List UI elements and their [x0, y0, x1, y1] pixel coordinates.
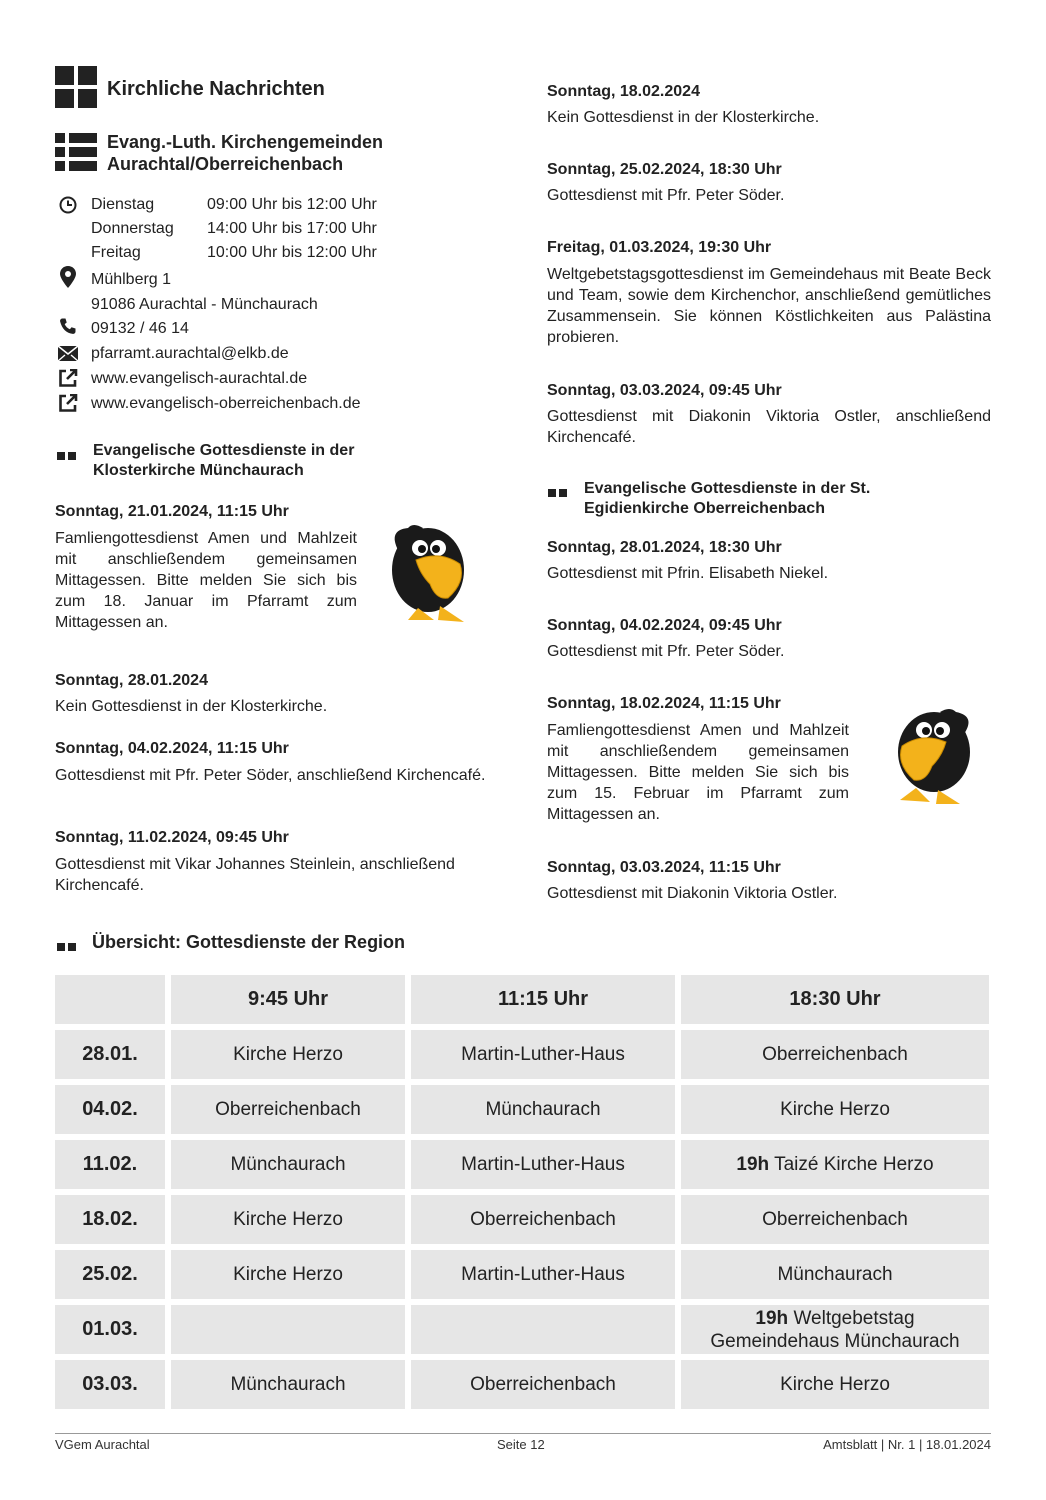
event-date: Sonntag, 11.02.2024, 09:45 Uhr	[55, 829, 289, 846]
page-title: Kirchliche Nachrichten	[107, 78, 325, 100]
clock-icon	[59, 196, 77, 214]
section-bullet-icon	[57, 447, 79, 465]
table-row	[55, 1085, 989, 1134]
time-prefix: 19h	[736, 1154, 770, 1175]
table-row	[55, 1250, 989, 1299]
table-cell: Münchaurach	[171, 1140, 405, 1189]
table-row	[55, 1195, 989, 1244]
table-date-cell: 25.02.	[55, 1250, 165, 1299]
section-heading-line1: Evangelische Gottesdienste in der	[93, 442, 355, 459]
table-cell: Oberreichenbach	[681, 1195, 989, 1244]
table-cell: Martin-Luther-Haus	[411, 1140, 675, 1189]
cell-text: Weltgebetstag	[793, 1307, 915, 1329]
crow-mascot	[880, 704, 984, 815]
event-date: Sonntag, 18.02.2024	[547, 83, 700, 100]
table-cell	[171, 1305, 405, 1354]
event-date: Sonntag, 28.01.2024, 18:30 Uhr	[547, 539, 782, 556]
event-text: Gottesdienst mit Diakonin Viktoria Ostler.	[547, 885, 838, 902]
table-header-cell: 9:45 Uhr	[171, 975, 405, 1024]
grid-icon	[55, 66, 97, 108]
phone-icon	[59, 318, 77, 336]
event-text: Kein Gottesdienst in der Klosterkirche.	[55, 698, 328, 715]
table-cell: Kirche Herzo	[171, 1195, 405, 1244]
table-header-cell: 11:15 Uhr	[411, 975, 675, 1024]
hours-day: Freitag	[91, 244, 141, 261]
hours-time: 14:00 Uhr bis 17:00 Uhr	[207, 220, 377, 237]
event-date: Sonntag, 03.03.2024, 11:15 Uhr	[547, 859, 781, 876]
footer-page-number: Seite 12	[497, 1437, 545, 1452]
hours-day: Donnerstag	[91, 220, 174, 237]
address-line2: 91086 Aurachtal - Münchaurach	[91, 296, 318, 313]
event-text: Gottesdienst mit Vikar Johannes Steinlein, anschließend Kirchencafé.	[55, 856, 455, 894]
event-item	[547, 161, 991, 206]
event-item	[547, 539, 991, 584]
table-cell	[681, 1140, 989, 1189]
event-item	[547, 617, 991, 662]
crow-mascot	[378, 520, 482, 633]
event-date: Sonntag, 03.03.2024, 09:45 Uhr	[547, 382, 782, 399]
table-cell: Oberreichenbach	[171, 1085, 405, 1134]
external-link-icon	[59, 394, 78, 412]
section-bullet-icon	[57, 938, 79, 956]
office-hours	[91, 193, 377, 265]
time-prefix: 19h	[755, 1307, 789, 1329]
table-date-cell: 11.02.	[55, 1140, 165, 1189]
cell-text: Taizé Kirche Herzo	[774, 1154, 934, 1175]
table-row	[55, 1305, 989, 1354]
table-row	[55, 1140, 989, 1189]
table-cell	[411, 1305, 675, 1354]
address	[91, 267, 318, 317]
event-date: Sonntag, 21.01.2024, 11:15 Uhr	[55, 503, 289, 520]
event-item	[55, 829, 505, 896]
list-icon	[55, 133, 97, 171]
table-cell: Kirche Herzo	[681, 1085, 989, 1134]
table-row	[55, 1030, 989, 1079]
table-date-cell: 18.02.	[55, 1195, 165, 1244]
table-header-cell	[55, 975, 165, 1024]
section-bullet-icon	[548, 484, 570, 502]
parish-title-line2: Aurachtal/Oberreichenbach	[107, 154, 344, 174]
section-heading-line1: Evangelische Gottesdienste in der St.	[584, 480, 871, 497]
table-row	[55, 1360, 989, 1409]
event-text: Weltgebetstagsgottesdienst im Gemeindehaus mit Beate Beck und Team, sowie dem Kirchenchor, anschließend gemütliches Zusammensein. Sie können Köstlichkeiten aus Palästina probieren.	[547, 266, 991, 346]
event-date: Sonntag, 28.01.2024	[55, 672, 208, 689]
table-cell: Oberreichenbach	[411, 1360, 675, 1409]
event-text: Famliengottesdienst Amen und Mahlzeit mit anschließendem gemeinsamen Mittagessen. Bitte melden Sie sich bis zum 18. Januar im Pfarramt zum Mittagessen an.	[55, 530, 357, 631]
table-cell: Münchaurach	[411, 1085, 675, 1134]
table-header-row	[55, 975, 989, 1024]
event-item	[547, 83, 991, 128]
external-link-icon	[59, 369, 78, 387]
event-date: Sonntag, 04.02.2024, 09:45 Uhr	[547, 617, 782, 634]
event-text: Gottesdienst mit Pfr. Peter Söder.	[547, 187, 785, 204]
event-text: Gottesdienst mit Pfr. Peter Söder.	[547, 643, 785, 660]
parish-title-line1: Evang.-Luth. Kirchengemeinden	[107, 132, 384, 152]
event-text: Gottesdienst mit Pfrin. Elisabeth Niekel.	[547, 565, 829, 582]
event-item	[547, 695, 849, 825]
parish-title	[107, 131, 383, 175]
email-link[interactable]: pfarramt.aurachtal@elkb.de	[91, 345, 289, 362]
section-heading-egidienkirche	[584, 479, 870, 519]
hours-day: Dienstag	[91, 196, 155, 213]
event-text: Famliengottesdienst Amen und Mahlzeit mit anschließendem gemeinsamen Mittagessen. Bitte melden Sie sich bis zum 15. Februar im Pfarramt zum Mittagessen an.	[547, 722, 849, 823]
event-text: Kein Gottesdienst in der Klosterkirche.	[547, 109, 820, 126]
location-pin-icon	[60, 266, 76, 288]
table-header-cell: 18:30 Uhr	[681, 975, 989, 1024]
section-heading-line2: Egidienkirche Oberreichenbach	[584, 500, 825, 517]
table-cell: Münchaurach	[681, 1250, 989, 1299]
table-cell: Oberreichenbach	[681, 1030, 989, 1079]
table-date-cell: 03.03.	[55, 1360, 165, 1409]
event-text: Gottesdienst mit Pfr. Peter Söder, anschließend Kirchencafé.	[55, 767, 486, 784]
table-cell: Kirche Herzo	[171, 1030, 405, 1079]
event-item	[55, 503, 357, 633]
event-date: Sonntag, 04.02.2024, 11:15 Uhr	[55, 740, 289, 757]
table-cell: Martin-Luther-Haus	[411, 1250, 675, 1299]
table-cell: Martin-Luther-Haus	[411, 1030, 675, 1079]
table-cell: Oberreichenbach	[411, 1195, 675, 1244]
cell-text-line2: Gemeindehaus Münchaurach	[710, 1330, 960, 1352]
event-item	[547, 859, 991, 904]
table-cell: Münchaurach	[171, 1360, 405, 1409]
event-item	[55, 672, 505, 717]
phone-number[interactable]: 09132 / 46 14	[91, 320, 189, 337]
event-item	[55, 740, 505, 786]
event-item	[547, 239, 991, 348]
footer-right: Amtsblatt | Nr. 1 | 18.01.2024	[823, 1437, 991, 1452]
overview-heading: Übersicht: Gottesdienste der Region	[92, 932, 406, 952]
overview-table	[49, 969, 995, 1415]
hours-time: 09:00 Uhr bis 12:00 Uhr	[207, 196, 377, 213]
website-link-oberreichenbach[interactable]: www.evangelisch-oberreichenbach.de	[91, 395, 361, 412]
table-cell	[681, 1305, 989, 1354]
section-heading-line2: Klosterkirche Münchaurach	[93, 462, 304, 479]
table-date-cell: 28.01.	[55, 1030, 165, 1079]
event-item	[547, 382, 991, 448]
section-heading-klosterkirche	[93, 441, 354, 481]
table-cell: Kirche Herzo	[171, 1250, 405, 1299]
address-line1: Mühlberg 1	[91, 271, 172, 288]
website-link-aurachtal[interactable]: www.evangelisch-aurachtal.de	[91, 370, 308, 387]
event-date: Sonntag, 18.02.2024, 11:15 Uhr	[547, 695, 781, 712]
table-date-cell: 04.02.	[55, 1085, 165, 1134]
footer-left: VGem Aurachtal	[55, 1437, 150, 1452]
hours-time: 10:00 Uhr bis 12:00 Uhr	[207, 244, 377, 261]
event-date: Freitag, 01.03.2024, 19:30 Uhr	[547, 239, 772, 256]
footer-divider	[55, 1433, 991, 1434]
mail-icon	[58, 346, 78, 361]
table-date-cell: 01.03.	[55, 1305, 165, 1354]
event-date: Sonntag, 25.02.2024, 18:30 Uhr	[547, 161, 782, 178]
table-cell: Kirche Herzo	[681, 1360, 989, 1409]
event-text: Gottesdienst mit Diakonin Viktoria Ostler, anschließend Kirchencafé.	[547, 408, 991, 446]
